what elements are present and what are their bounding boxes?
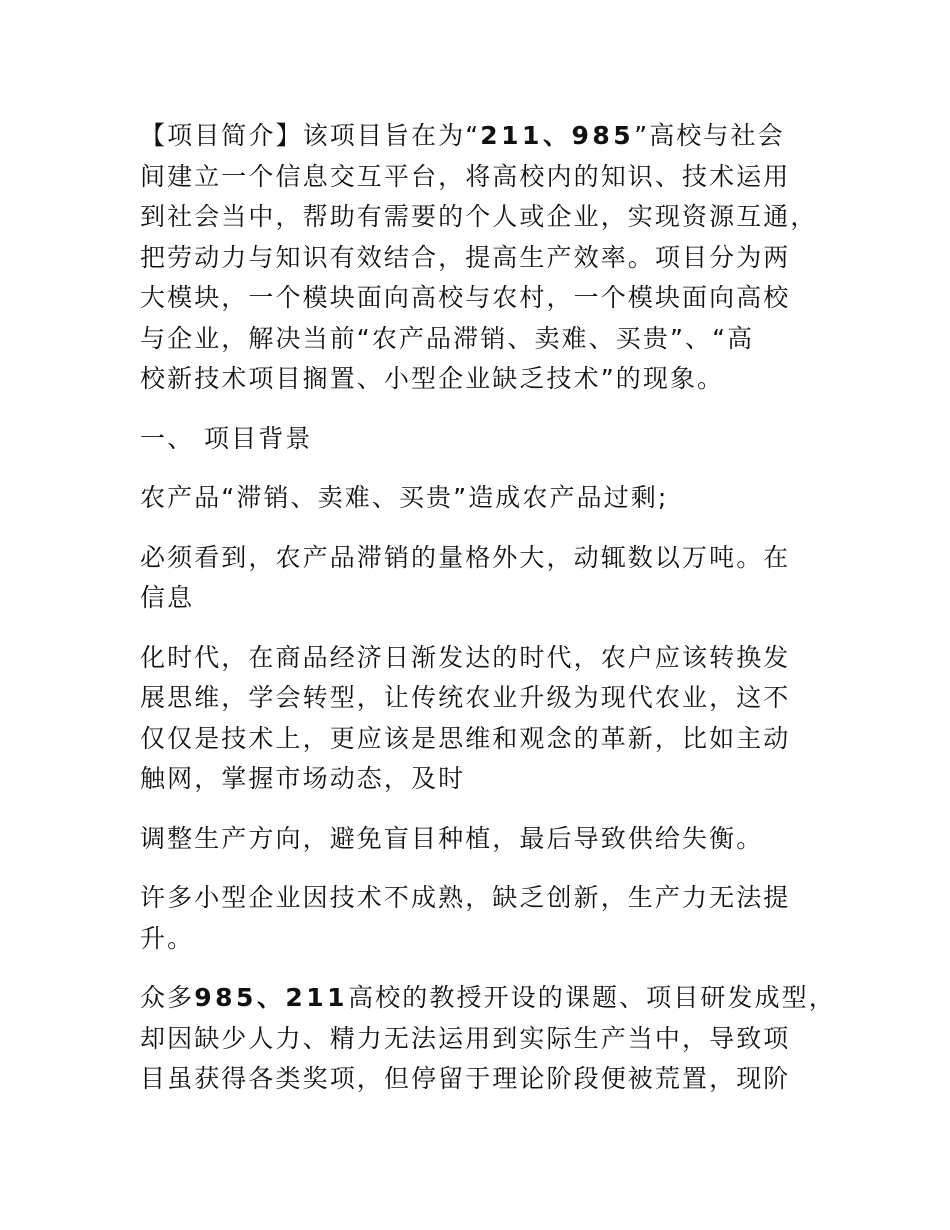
section-number: 一、 [140,423,195,453]
text-segment: 高校的教授开设的课题、项目研发成型， [348,983,836,1012]
text-line: 农产品“滞销、卖难、买贵”造成农产品过剩; [140,483,669,512]
section-title: 项目背景 [204,423,313,453]
text-line: 目虽获得各类奖项，但停留于理论阶段便被荒置，现阶 [140,1064,791,1093]
text-line: 触网，掌握市场动态，及时 [140,764,466,793]
paragraph-small-enterprises [140,878,830,959]
university-numbers: 985、211 [194,983,349,1012]
text-line: 展思维，学会转型，让传统农业升级为现代农业，这不 [140,683,791,712]
text-line: 调整生产方向，避免盲目种植，最后导致供给失衡。 [140,823,764,853]
university-numbers: 211、985 [480,121,635,150]
text-line: 把劳动力与知识有效结合，提高生产效率。项目分为两 [140,242,791,272]
document-page [140,116,836,1119]
text-segment: 【项目简介】该项目旨在为“ [140,121,481,150]
text-line: 必须看到，农产品滞销的量格外大，动辄数以万吨。在 [140,542,791,572]
project-intro-paragraph [140,116,830,400]
text-line: 校新技术项目搁置、小型企业缺乏技术”的现象。 [140,364,725,393]
text-segment: 众多 [140,983,195,1012]
text-line: 仅仅是技术上，更应该是思维和观念的革新，比如主动 [140,723,791,753]
text-line: 化时代，在商品经济日渐发达的时代，农户应该转换发 [140,642,791,672]
text-line: 与企业，解决当前“农产品滞销、卖难、买贵”、“高 [140,323,755,353]
text-line [140,116,830,157]
paragraph-production-adjust [140,819,830,860]
paragraph-university-projects [140,978,836,1100]
paragraph-agri-surplus [140,478,830,519]
text-line [140,978,836,1019]
paragraph-information-age [140,638,830,800]
text-line: 大模块，一个模块面向高校与农村，一个模块面向高校 [140,283,791,312]
text-line: 到社会当中，帮助有需要的个人或企业，实现资源互通， [140,202,818,231]
text-line: 却因缺少人力、精力无法运用到实际生产当中，导致项 [140,1023,791,1053]
section-heading-background [140,419,830,460]
paragraph-unsalable-volume [140,538,830,619]
text-line: 信息 [140,583,195,612]
text-segment: ”高校与社会 [634,121,785,150]
text-line: 间建立一个信息交互平台，将高校内的知识、技术运用 [140,161,791,191]
text-line: 许多小型企业因技术不成熟，缺乏创新，生产力无法提 [140,883,791,912]
text-line: 升。 [140,923,195,953]
